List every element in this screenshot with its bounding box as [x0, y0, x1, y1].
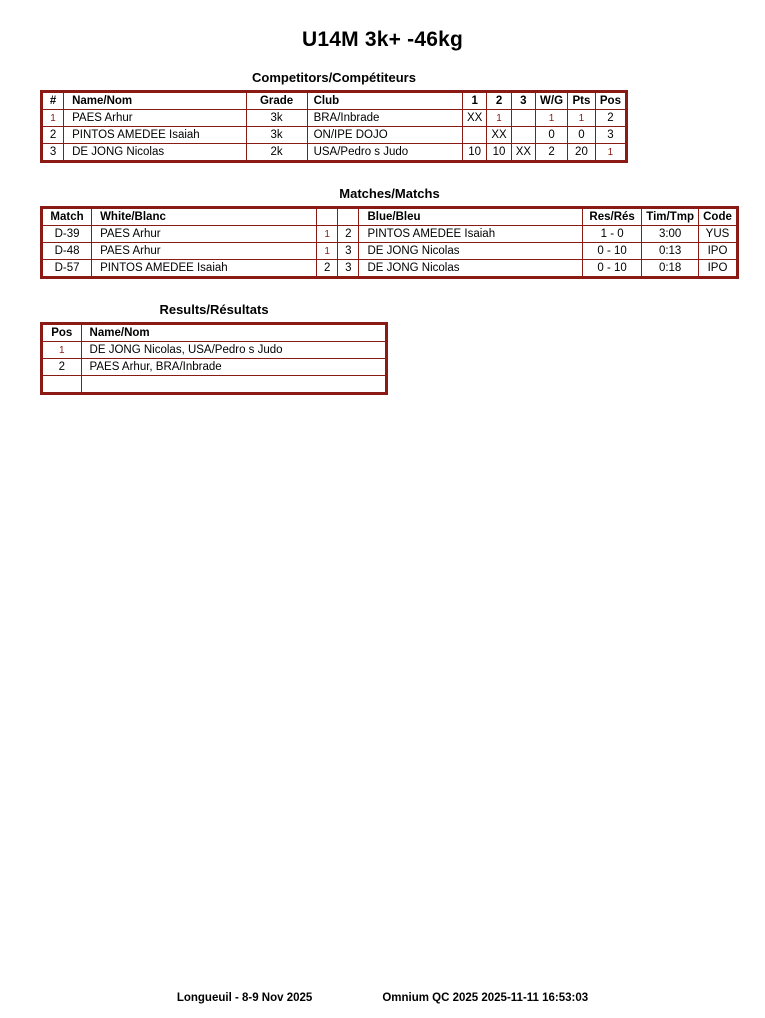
competitor-wg: 0	[536, 127, 568, 144]
results-header-row	[43, 325, 386, 342]
competitors-table-border	[40, 90, 628, 163]
table-row	[43, 110, 626, 127]
competitor-club: BRA/Inbrade	[307, 110, 462, 127]
competitor-result-2: XX	[487, 127, 511, 144]
match-result: 0 - 10	[582, 260, 641, 277]
col-match: Match	[43, 209, 92, 226]
col-time: Tim/Tmp	[642, 209, 699, 226]
table-row	[43, 144, 626, 161]
matches-table-border	[40, 206, 739, 279]
matches-table	[42, 208, 737, 277]
col-pos: Pos	[595, 93, 625, 110]
competitor-num: 1	[43, 110, 64, 127]
competitor-wg: 2	[536, 144, 568, 161]
matches-heading: Matches/Matchs	[339, 186, 440, 201]
match-result: 0 - 10	[582, 243, 641, 260]
competitor-result-2: 10	[487, 144, 511, 161]
competitor-num: 2	[43, 127, 64, 144]
col-blue-num	[338, 209, 359, 226]
results-heading: Results/Résultats	[159, 302, 269, 317]
competitor-result-3	[511, 110, 535, 127]
match-code: IPO	[699, 243, 737, 260]
results-table-border	[40, 322, 388, 395]
col-pos: Pos	[43, 325, 82, 342]
result-name: PAES Arhur, BRA/Inbrade	[81, 359, 385, 376]
competitor-grade: 2k	[246, 144, 307, 161]
competitor-pos: 2	[595, 110, 625, 127]
match-blue-name: DE JONG Nicolas	[359, 243, 582, 260]
competitor-result-1: XX	[463, 110, 487, 127]
competitor-result-3: XX	[511, 144, 535, 161]
match-blue-num: 3	[338, 260, 359, 277]
match-id: D-57	[43, 260, 92, 277]
match-blue-num: 2	[338, 226, 359, 243]
result-pos	[43, 376, 82, 393]
match-blue-name: DE JONG Nicolas	[359, 260, 582, 277]
competitor-result-1	[463, 127, 487, 144]
match-white-num: 2	[317, 260, 338, 277]
match-white-name: PAES Arhur	[92, 243, 317, 260]
competitor-pts: 1	[568, 110, 596, 127]
competitor-result-1: 10	[463, 144, 487, 161]
col-white: White/Blanc	[92, 209, 317, 226]
col-pts: Pts	[568, 93, 596, 110]
col-name: Name/Nom	[81, 325, 385, 342]
col-white-num	[317, 209, 338, 226]
matches-header-row	[43, 209, 737, 226]
competitor-club: ON/IPE DOJO	[307, 127, 462, 144]
competitor-pts: 20	[568, 144, 596, 161]
page-footer	[0, 992, 765, 1004]
match-id: D-48	[43, 243, 92, 260]
col-name: Name/Nom	[64, 93, 247, 110]
col-grade: Grade	[246, 93, 307, 110]
match-time: 3:00	[642, 226, 699, 243]
table-row	[43, 376, 386, 393]
match-code: IPO	[699, 260, 737, 277]
competitor-name: PINTOS AMEDEE Isaiah	[64, 127, 247, 144]
match-white-name: PINTOS AMEDEE Isaiah	[92, 260, 317, 277]
match-blue-num: 3	[338, 243, 359, 260]
match-result: 1 - 0	[582, 226, 641, 243]
competitors-heading: Competitors/Compétiteurs	[252, 70, 416, 85]
col-match-1: 1	[463, 93, 487, 110]
col-num: #	[43, 93, 64, 110]
competitor-wg: 1	[536, 110, 568, 127]
result-name: DE JONG Nicolas, USA/Pedro s Judo	[81, 342, 385, 359]
competitor-pos: 3	[595, 127, 625, 144]
col-match-2: 2	[487, 93, 511, 110]
competitor-name: PAES Arhur	[64, 110, 247, 127]
competitor-num: 3	[43, 144, 64, 161]
footer-event: Omnium QC 2025 2025-11-11 16:53:03	[382, 992, 589, 1004]
col-code: Code	[699, 209, 737, 226]
result-pos: 2	[43, 359, 82, 376]
matches-section	[40, 206, 765, 284]
competitor-pts: 0	[568, 127, 596, 144]
col-wg: W/G	[536, 93, 568, 110]
competitor-pos: 1	[595, 144, 625, 161]
match-id: D-39	[43, 226, 92, 243]
table-row	[43, 260, 737, 277]
footer-venue: Longueuil - 8-9 Nov 2025	[176, 992, 313, 1004]
results-table	[42, 324, 386, 393]
match-code: YUS	[699, 226, 737, 243]
table-row	[43, 243, 737, 260]
match-white-num: 1	[317, 226, 338, 243]
competitor-name: DE JONG Nicolas	[64, 144, 247, 161]
match-white-name: PAES Arhur	[92, 226, 317, 243]
col-club: Club	[307, 93, 462, 110]
match-white-num: 1	[317, 243, 338, 260]
table-row	[43, 226, 737, 243]
col-blue: Blue/Bleu	[359, 209, 582, 226]
competitor-grade: 3k	[246, 127, 307, 144]
competitors-header-row	[43, 93, 626, 110]
table-row	[43, 342, 386, 359]
result-pos: 1	[43, 342, 82, 359]
table-row	[43, 127, 626, 144]
match-time: 0:13	[642, 243, 699, 260]
col-match-3: 3	[511, 93, 535, 110]
competitor-result-3	[511, 127, 535, 144]
competitors-table	[42, 92, 626, 161]
match-blue-name: PINTOS AMEDEE Isaiah	[359, 226, 582, 243]
competitors-section	[40, 90, 765, 168]
results-section	[40, 322, 765, 400]
result-name	[81, 376, 385, 393]
competitor-grade: 3k	[246, 110, 307, 127]
competitor-club: USA/Pedro s Judo	[307, 144, 462, 161]
page-title: U14M 3k+ -46kg	[302, 28, 463, 51]
competitor-result-2: 1	[487, 110, 511, 127]
match-time: 0:18	[642, 260, 699, 277]
col-result: Res/Rés	[582, 209, 641, 226]
table-row	[43, 359, 386, 376]
